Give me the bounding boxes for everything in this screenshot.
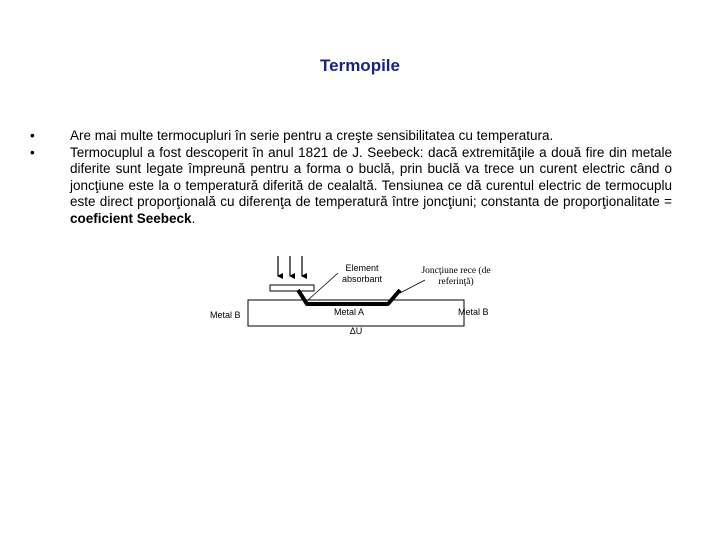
absorber-element: [270, 285, 314, 291]
list-item: [30, 128, 672, 145]
metal-a-label: Metal A: [333, 307, 365, 317]
list-item: [30, 145, 672, 228]
element-absorbant-label: absorbant: [341, 274, 383, 284]
bullet-text: [70, 145, 672, 228]
delta-u-label: ΔU: [349, 326, 363, 336]
junction-leader-line: [400, 280, 425, 293]
element-absorbant-label: Element: [345, 263, 379, 273]
bullet-list: [30, 128, 672, 227]
cold-junction-label: Joncţiune rece (de: [421, 266, 491, 276]
seebeck-coefficient-term: coeficient Seebeck: [70, 210, 192, 226]
metal-b-left-label: Metal B: [210, 310, 241, 320]
bullet-symbol: •: [30, 128, 35, 143]
metal-b-right-label: Metal B: [458, 307, 489, 317]
bullet-text: Are mai multe termocupluri în serie pentru a creşte sensibilitatea cu temperatura.: [70, 128, 554, 143]
slide-title: Termopile: [320, 56, 400, 75]
bullet-symbol: •: [30, 144, 35, 160]
cold-junction-label: referinţă): [438, 277, 474, 287]
bullet-text-end: .: [191, 210, 196, 226]
bullet-text-body: Termocuplul a fost descoperit în anul 1821 de J. Seebeck: dacă extremităţile a două fire din metale diferite sunt legate împreună pentru a forma o buclă, prin buclă va trece un curent electric când o joncţiune este la o temperatură diferită de cealaltă. Tensiunea ce dă curentul electric de termocuplu este direct proporţională cu diferenţa de temperatură între joncţiuni; constanta de proporţionalitate =: [70, 144, 672, 209]
thermopile-diagram: [200, 248, 520, 348]
